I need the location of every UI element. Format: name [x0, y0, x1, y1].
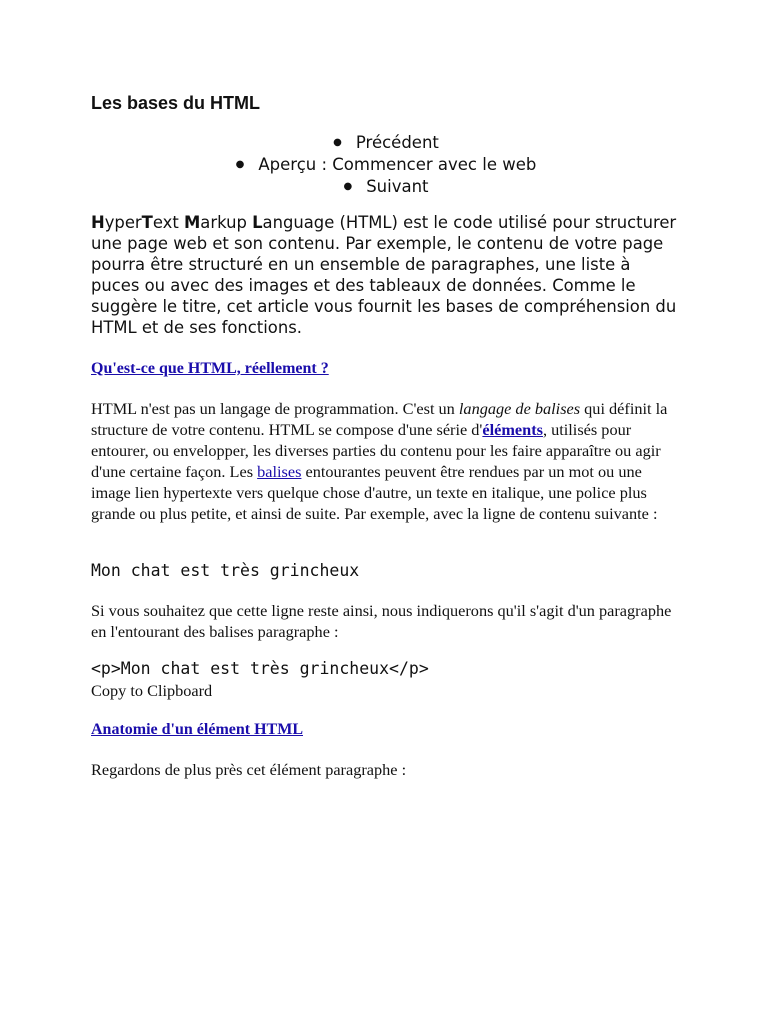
section1-paragraph: [91, 398, 681, 524]
intro-word-part: ext: [152, 213, 184, 232]
paragraph-text: , utilisés pour entourer, ou envelopper, les diverses parties du contenu pour les faire apparaître ou agir d'une certaine façon. Les: [91, 420, 661, 481]
article-nav: [91, 132, 681, 198]
intro-cap-l: L: [252, 213, 263, 232]
nav-item-next[interactable]: [91, 176, 681, 198]
intro-cap-m: M: [183, 213, 201, 232]
paragraph-text: qui définit la structure de votre contenu. HTML se compose d'une série d': [91, 399, 668, 439]
balises-link[interactable]: balises: [257, 462, 302, 481]
nav-item-label[interactable]: Aperçu : Commencer avec le web: [258, 155, 537, 174]
paragraph-text: HTML n'est pas un langage de programmation. C'est un: [91, 399, 459, 418]
nav-item-label[interactable]: Suivant: [366, 177, 429, 196]
intro-word-part: anguage: [262, 213, 335, 232]
intro-word-part: yper: [104, 213, 142, 232]
emphasis-text: langage de balises: [458, 399, 581, 418]
section-heading-link-anatomy[interactable]: Anatomie d'un élément HTML: [91, 721, 303, 738]
bullet-icon: ●: [235, 159, 245, 170]
page-title: Les bases du HTML: [91, 93, 261, 113]
section2-paragraph: Regardons de plus près cet élément paragraphe :: [91, 760, 407, 779]
code-example-paragraph: <p>Mon chat est très grincheux</p>: [91, 659, 429, 678]
bullet-icon: ●: [343, 181, 353, 192]
elements-link[interactable]: éléments: [482, 420, 543, 439]
nav-item-previous[interactable]: [91, 132, 681, 154]
intro-cap-h: H: [91, 213, 105, 232]
bullet-icon: ●: [333, 137, 342, 148]
intro-cap-t: T: [141, 213, 153, 232]
section-heading-link-what-is-html[interactable]: Qu'est-ce que HTML, réellement ?: [91, 360, 329, 377]
intro-word-part: arkup: [200, 213, 253, 232]
nav-item-overview[interactable]: [91, 154, 681, 176]
copy-to-clipboard-button[interactable]: Copy to Clipboard: [91, 681, 213, 700]
section1-paragraph-2: Si vous souhaitez que cette ligne reste ainsi, nous indiquerons qu'il s'agit d'un paragraphe en l'entourant des balises paragraphe :: [91, 601, 672, 641]
code-example-plain: Mon chat est très grincheux: [91, 561, 360, 580]
nav-item-label[interactable]: Précédent: [355, 133, 439, 152]
intro-paragraph: [91, 212, 681, 338]
paragraph-text: entourantes peuvent être rendues par un mot ou une image lien hypertexte vers quelque chose d'autre, un texte en italique, une police plus grande ou plus petite, et ainsi de suite. Par exemple, avec la ligne de contenu suivante :: [91, 462, 658, 523]
intro-text: (HTML) est le code utilisé pour structurer une page web et son contenu. Par exemple, le contenu de votre page pourra être structuré en un ensemble de paragraphes, une liste à puces ou avec des images et des tableaux de données. Comme le suggère le titre, cet article vous fournit les bases de compréhension du HTML et de ses fonctions.: [91, 213, 677, 337]
